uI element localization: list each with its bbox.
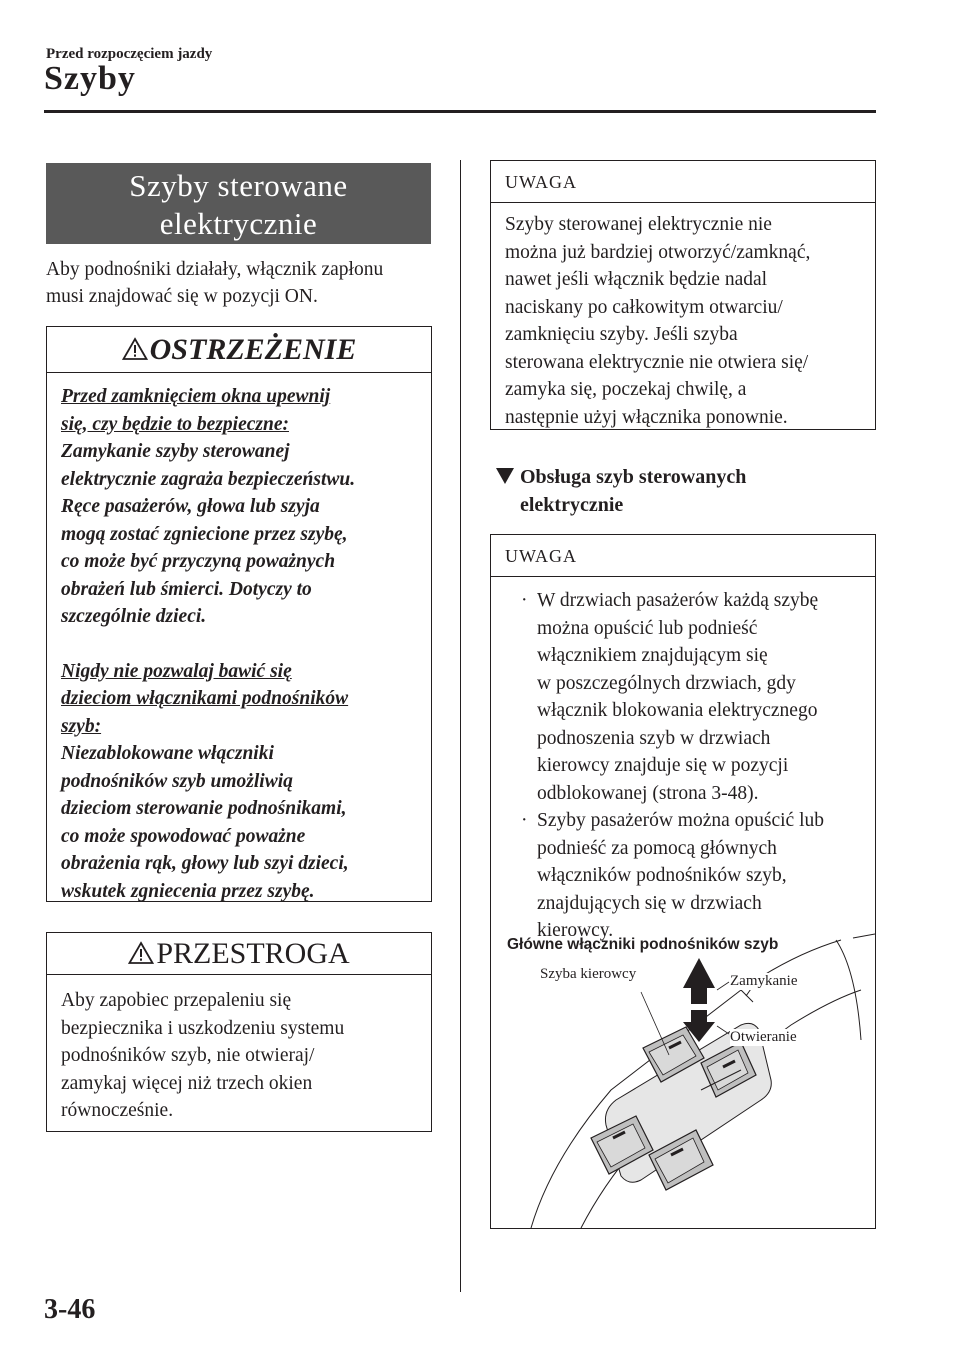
note-line: kierowcy. bbox=[537, 920, 614, 941]
warning-title: OSTRZEŻENIE bbox=[149, 333, 357, 366]
header-rule bbox=[44, 110, 876, 113]
warning-line: obrażeń lub śmierci. Dotyczy to bbox=[61, 578, 312, 600]
caution-title: PRZESTROGA bbox=[156, 937, 350, 970]
subheading-line: elektrycznie bbox=[520, 494, 624, 516]
caution-line: podnośników szyb, nie otwieraj/ bbox=[61, 1045, 315, 1066]
note-title: UWAGA bbox=[491, 535, 875, 577]
note-line: odblokowanej (strona 3-48). bbox=[537, 782, 759, 804]
page-number: 3-46 bbox=[44, 1294, 96, 1325]
warning-line: co może spowodować poważne bbox=[61, 825, 306, 847]
bullet-mark: · bbox=[521, 810, 528, 831]
note-line: Szyby pasażerów można opuścić lub bbox=[537, 810, 824, 831]
subheading bbox=[496, 463, 746, 519]
note-line: zamyka się, poczekaj chwilę, a bbox=[505, 379, 747, 400]
note-line: znajdujących się w drzwiach bbox=[537, 892, 762, 914]
figure-title: Główne włączniki podnośników szyb bbox=[507, 936, 779, 953]
caution-line: Aby zapobiec przepaleniu się bbox=[61, 990, 292, 1011]
label-driver-window: Szyba kierowcy bbox=[540, 966, 637, 982]
warning-line: co może być przyczyną poważnych bbox=[61, 551, 336, 572]
note-line: W drzwiach pasażerów każdą szybę bbox=[537, 590, 819, 611]
warning-lead-line: się, czy będzie to bezpieczne: bbox=[61, 413, 289, 435]
caution-triangle-icon bbox=[128, 941, 154, 965]
triangle-down-icon bbox=[496, 468, 514, 484]
note-box bbox=[490, 160, 876, 430]
warning-line: Niezablokowane włączniki bbox=[61, 743, 274, 764]
caution-header bbox=[47, 933, 431, 975]
intro-text bbox=[46, 256, 436, 310]
bullet-item bbox=[505, 807, 861, 945]
warning-body bbox=[47, 373, 431, 905]
bullet-mark: · bbox=[521, 590, 528, 611]
note-line: włączników podnośników szyb, bbox=[537, 865, 787, 886]
page-title: Szyby bbox=[44, 60, 136, 97]
warning-line: wskutek zgniecenia przez szybę. bbox=[61, 880, 315, 902]
label-opening: Otwieranie bbox=[730, 1029, 797, 1045]
warning-line: Zamykanie szyby sterowanej bbox=[61, 441, 290, 462]
caution-body bbox=[47, 975, 431, 1125]
caution-box bbox=[46, 932, 432, 1132]
bullet-item bbox=[505, 587, 861, 807]
note-line: Szyby sterowanej elektrycznie nie bbox=[505, 214, 772, 235]
note-line: następnie użyj włącznika ponownie. bbox=[505, 406, 788, 428]
section-header: Przed rozpoczęciem jazdy bbox=[46, 46, 213, 62]
warning-box bbox=[46, 326, 432, 902]
note-line: można już bardziej otworzyć/zamknąć, bbox=[505, 241, 811, 263]
intro-line: musi znajdować się w pozycji ON. bbox=[46, 286, 318, 307]
note-line: w poszczególnych drzwiach, gdy bbox=[537, 672, 796, 694]
intro-line: Aby podnośniki działały, włącznik zapłonu bbox=[46, 259, 384, 280]
note-title: UWAGA bbox=[491, 161, 875, 203]
warning-line: podnośników szyb umożliwią bbox=[61, 770, 293, 792]
note-line: włącznik blokowania elektrycznego bbox=[537, 700, 818, 721]
warning-lead-line: Nigdy nie pozwalaj bawić się bbox=[61, 660, 292, 682]
section-banner-line2: elektrycznie bbox=[159, 206, 318, 241]
subheading-line: Obsługa szyb sterowanych bbox=[520, 466, 747, 488]
warning-lead-line: Przed zamknięciem okna upewnij bbox=[61, 386, 331, 407]
warning-lead-line: szyb: bbox=[61, 715, 102, 737]
note-line: można opuścić lub podnieść bbox=[537, 617, 758, 639]
column-divider bbox=[460, 160, 461, 1292]
warning-line: elektrycznie zagraża bezpieczeństwu. bbox=[61, 468, 356, 490]
note-body bbox=[491, 577, 875, 945]
warning-line: dzieciom sterowanie podnośnikami, bbox=[61, 798, 347, 819]
note-line: zamknięciu szyby. Jeśli szyba bbox=[505, 324, 738, 345]
warning-line: Ręce pasażerów, głowa lub szyja bbox=[61, 496, 320, 517]
warning-line: mogą zostać zgniecione przez szybę, bbox=[61, 523, 348, 545]
note-line: nawet jeśli włącznik będzie nadal bbox=[505, 269, 768, 290]
section-banner-line1: Szyby sterowane bbox=[129, 168, 348, 203]
caution-line: zamykaj więcej niż trzech okien bbox=[61, 1072, 313, 1094]
caution-line: równocześnie. bbox=[61, 1100, 174, 1121]
note-line: naciskany po całkowitym otwarciu/ bbox=[505, 296, 783, 318]
note-line: podnieść za pomocą głównych bbox=[537, 837, 777, 859]
window-switch-figure bbox=[491, 930, 875, 1228]
note-line: kierowcy znajduje się w pozycji bbox=[537, 755, 789, 776]
warning-header bbox=[47, 327, 431, 373]
warning-triangle-icon bbox=[122, 337, 148, 361]
note-line: sterowana elektrycznie nie otwiera się/ bbox=[505, 351, 809, 373]
section-banner bbox=[46, 163, 431, 244]
note-line: podnoszenia szyb w drzwiach bbox=[537, 727, 771, 749]
note-line: włącznikiem znajdującym się bbox=[537, 645, 768, 666]
warning-lead-line: dzieciom włącznikami podnośników bbox=[61, 688, 349, 709]
note-body bbox=[491, 203, 875, 431]
warning-line: szczególnie dzieci. bbox=[61, 606, 207, 627]
warning-line: obrażenia rąk, głowy lub szyi dzieci, bbox=[61, 853, 349, 874]
caution-line: bezpiecznika i uszkodzeniu systemu bbox=[61, 1017, 345, 1039]
label-closing: Zamykanie bbox=[730, 973, 798, 989]
